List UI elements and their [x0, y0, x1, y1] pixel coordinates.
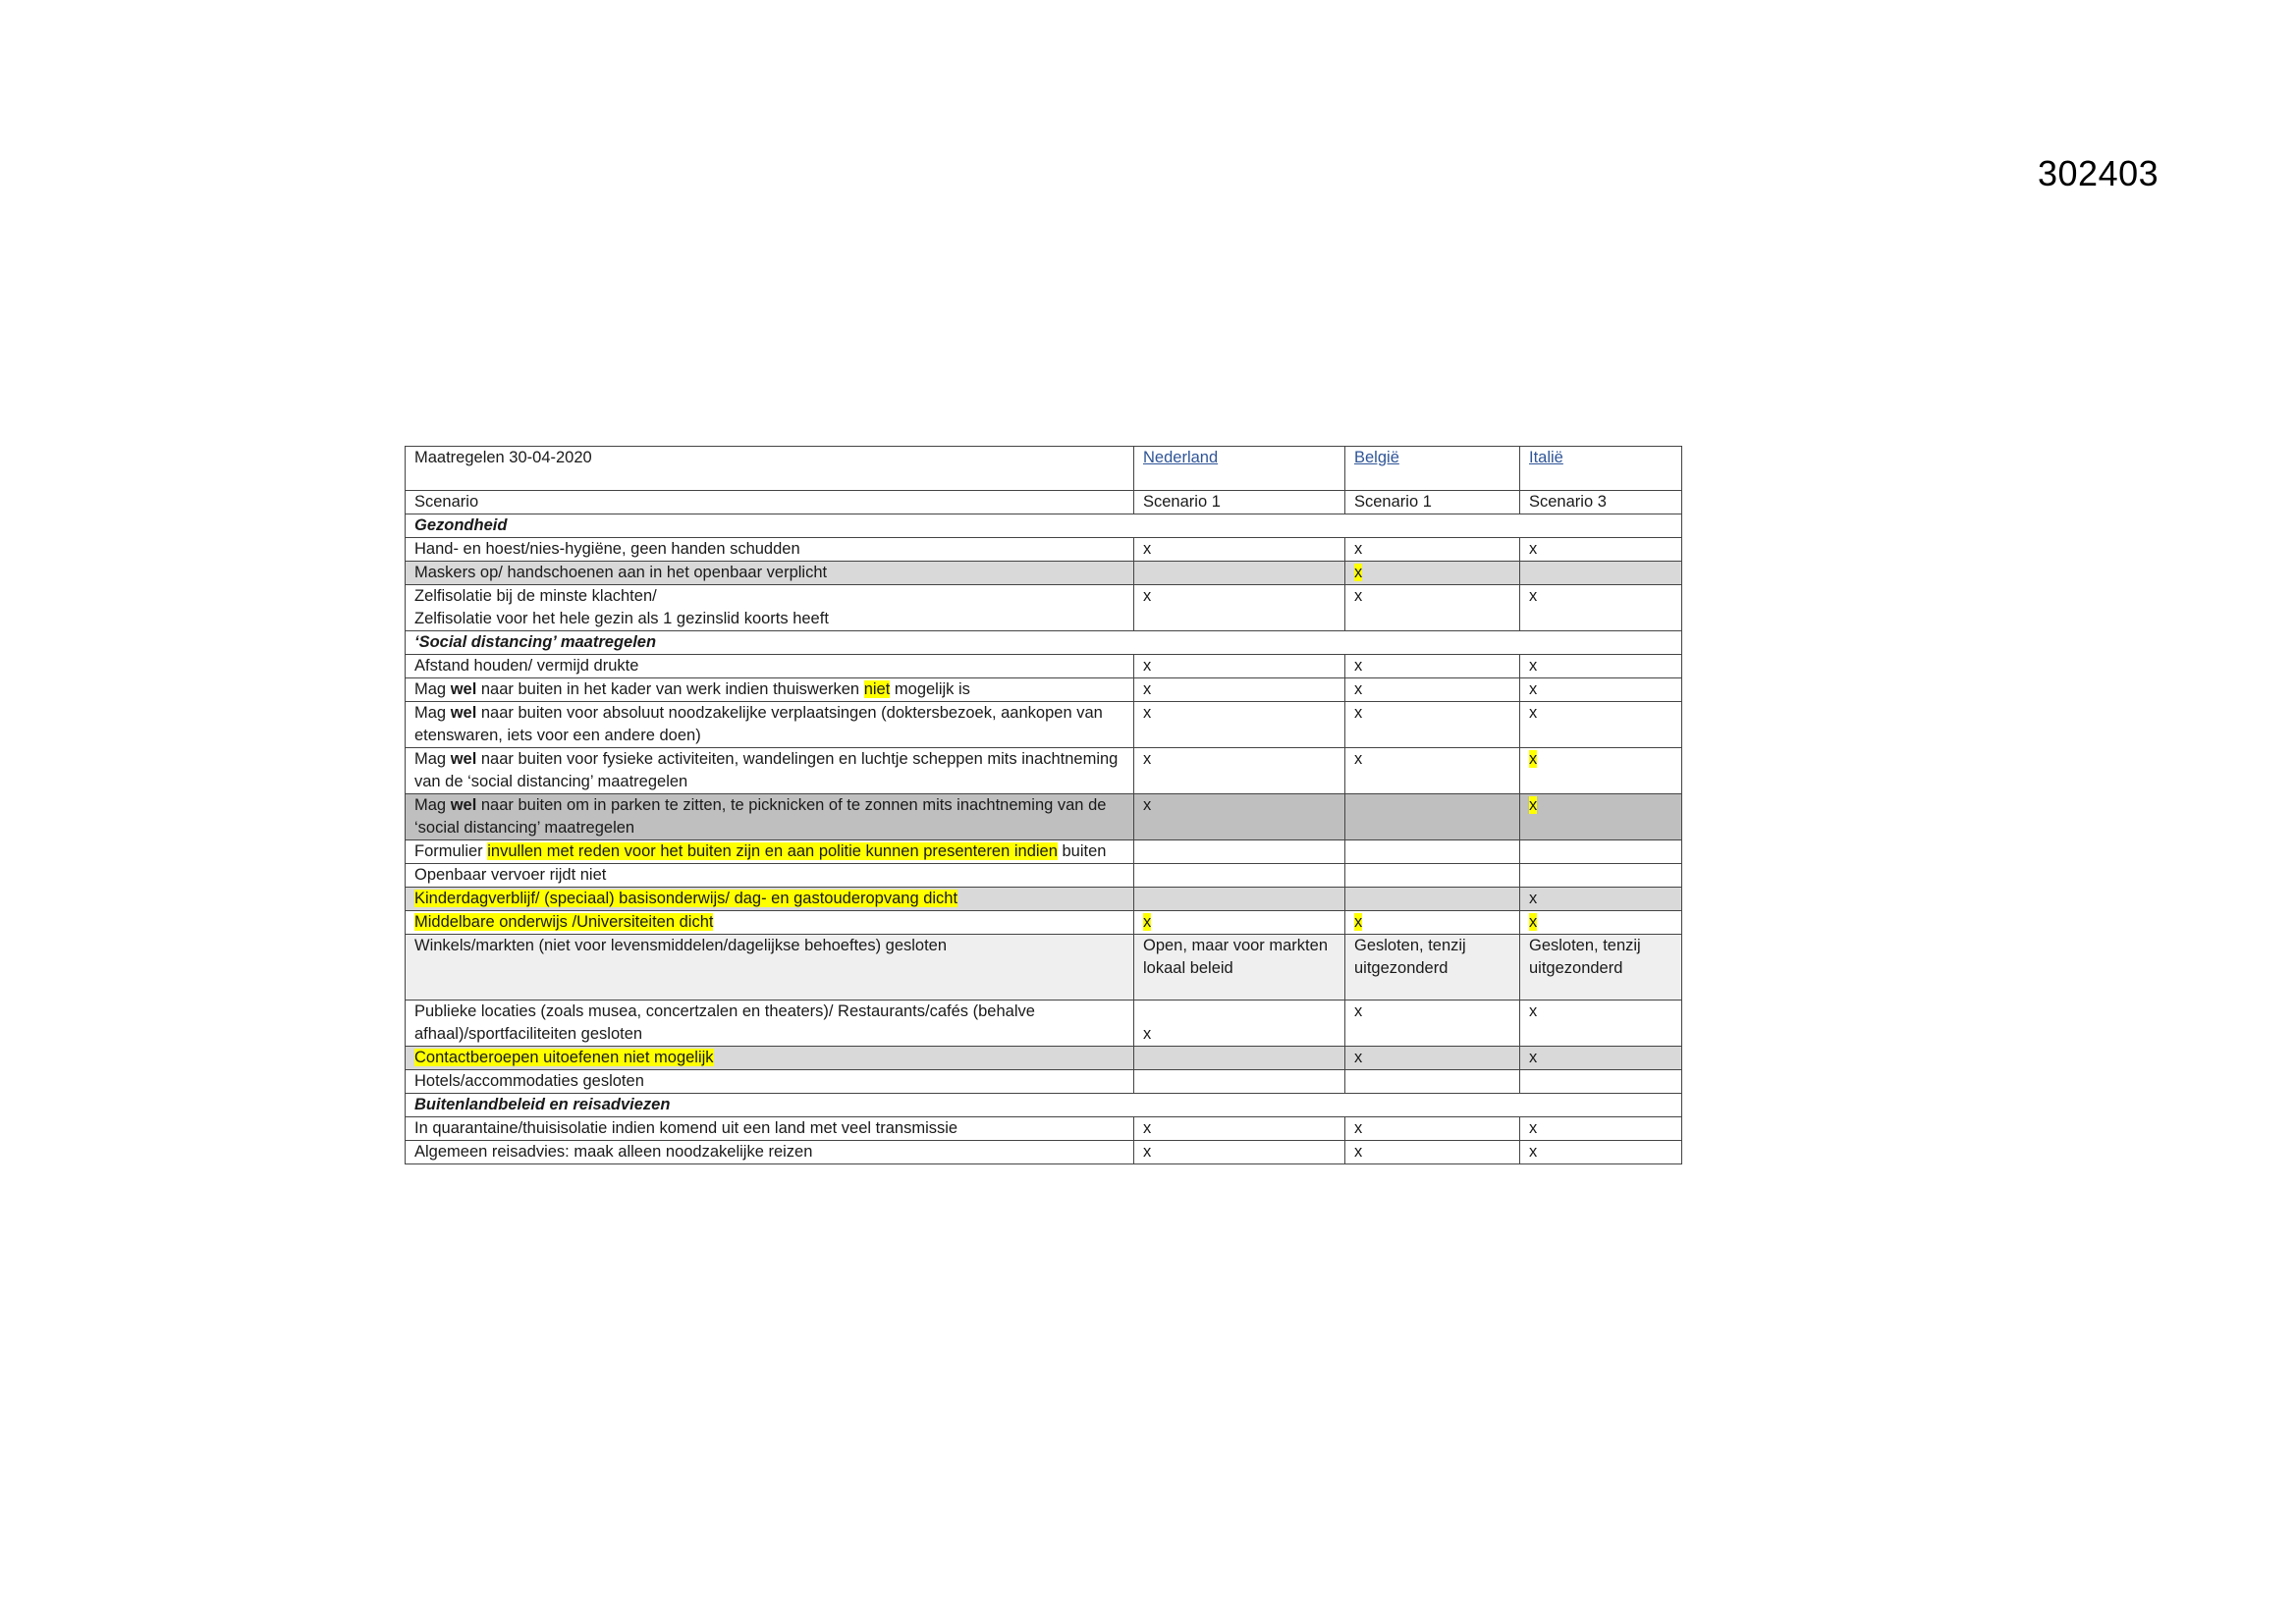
table-row [406, 888, 1682, 911]
cell-be [1345, 840, 1520, 864]
cell-be: x [1345, 1001, 1520, 1047]
row-label: Mag wel naar buiten voor absoluut noodzakelijke verplaatsingen (doktersbezoek, aankopen van etenswaren, iets voor een andere doen) [406, 702, 1134, 748]
cell-nl: x [1134, 702, 1345, 748]
country-link-belgie[interactable]: België [1354, 449, 1399, 466]
section-heading-health: Gezondheid [406, 514, 1682, 538]
scenario-row [406, 491, 1682, 514]
scenario-label: Scenario [406, 491, 1134, 514]
highlighted-mark: x [1529, 796, 1538, 814]
cell-it: x [1520, 1047, 1682, 1070]
row-label: Kinderdagverblijf/ (speciaal) basisonderwijs/ dag- en gastouderopvang dicht [406, 888, 1134, 911]
section-row [406, 514, 1682, 538]
cell-it: x [1520, 585, 1682, 631]
cell-be: x [1345, 702, 1520, 748]
table-row [406, 562, 1682, 585]
table-row [406, 655, 1682, 678]
cell-nl: Open, maar voor markten lokaal beleid [1134, 935, 1345, 1001]
table-row [406, 1001, 1682, 1047]
scenario-it: Scenario 3 [1520, 491, 1682, 514]
row-label: In quarantaine/thuisisolatie indien komend uit een land met veel transmissie [406, 1117, 1134, 1141]
country-link-nederland[interactable]: Nederland [1143, 449, 1219, 466]
cell-be: x [1345, 748, 1520, 794]
row-label: Afstand houden/ vermijd drukte [406, 655, 1134, 678]
cell-nl: x [1134, 538, 1345, 562]
cell-it: x [1520, 1117, 1682, 1141]
cell-be: x [1345, 1141, 1520, 1164]
cell-it [1520, 748, 1682, 794]
highlighted-mark: x [1143, 913, 1152, 931]
cell-it: x [1520, 702, 1682, 748]
section-heading-distancing: ‘Social distancing’ maatregelen [406, 631, 1682, 655]
cell-nl: x [1134, 748, 1345, 794]
cell-nl: x [1134, 1117, 1345, 1141]
cell-it: x [1520, 655, 1682, 678]
cell-nl: x [1134, 655, 1345, 678]
cell-it [1520, 1070, 1682, 1094]
cell-nl [1134, 1047, 1345, 1070]
cell-be: x [1345, 678, 1520, 702]
table-row [406, 678, 1682, 702]
table-row [406, 538, 1682, 562]
cell-be [1345, 1070, 1520, 1094]
row-label: Hotels/accommodaties gesloten [406, 1070, 1134, 1094]
row-label: Contactberoepen uitoefenen niet mogelijk [406, 1047, 1134, 1070]
cell-be [1345, 864, 1520, 888]
table-row [406, 794, 1682, 840]
row-label: Hand- en hoest/nies-hygiëne, geen handen schudden [406, 538, 1134, 562]
cell-nl: x [1134, 585, 1345, 631]
cell-be: x [1345, 538, 1520, 562]
row-label: Formulier invullen met reden voor het buiten zijn en aan politie kunnen presenteren indien buiten [406, 840, 1134, 864]
cell-be: Gesloten, tenzij uitgezonderd [1345, 935, 1520, 1001]
cell-be: x [1345, 585, 1520, 631]
cell-be [1345, 888, 1520, 911]
row-label: Winkels/markten (niet voor levensmiddelen/dagelijkse behoeftes) gesloten [406, 935, 1134, 1001]
table-row [406, 585, 1682, 631]
cell-be: x [1345, 1047, 1520, 1070]
cell-be: x [1345, 1117, 1520, 1141]
cell-it: x [1520, 678, 1682, 702]
row-label: Maskers op/ handschoenen aan in het openbaar verplicht [406, 562, 1134, 585]
cell-it: Gesloten, tenzij uitgezonderd [1520, 935, 1682, 1001]
cell-it: x [1520, 888, 1682, 911]
table-row [406, 935, 1682, 1001]
table-row [406, 1117, 1682, 1141]
highlighted-mark: x [1354, 913, 1363, 931]
row-label: Publieke locaties (zoals musea, concertzalen en theaters)/ Restaurants/cafés (behalve afhaal)/sportfaciliteiten gesloten [406, 1001, 1134, 1047]
highlighted-mark: x [1529, 913, 1538, 931]
row-label: Zelfisolatie bij de minste klachten/ Zelfisolatie voor het hele gezin als 1 gezinslid koorts heeft [406, 585, 1134, 631]
table-row [406, 1047, 1682, 1070]
row-label: Mag wel naar buiten voor fysieke activiteiten, wandelingen en luchtje scheppen mits inachtneming van de ‘social distancing’ maatregelen [406, 748, 1134, 794]
table-title: Maatregelen 30-04-2020 [406, 447, 1134, 491]
table-row [406, 1070, 1682, 1094]
cell-nl [1134, 840, 1345, 864]
highlighted-mark: x [1354, 564, 1363, 581]
scenario-be: Scenario 1 [1345, 491, 1520, 514]
section-heading-foreign: Buitenlandbeleid en reisadviezen [406, 1094, 1682, 1117]
highlighted-mark: x [1529, 750, 1538, 768]
cell-it: x [1520, 1001, 1682, 1047]
cell-nl [1134, 864, 1345, 888]
cell-nl [1134, 911, 1345, 935]
cell-it [1520, 794, 1682, 840]
cell-be [1345, 794, 1520, 840]
cell-it: x [1520, 538, 1682, 562]
cell-be: x [1345, 655, 1520, 678]
section-row [406, 631, 1682, 655]
scenario-nl: Scenario 1 [1134, 491, 1345, 514]
table-row [406, 840, 1682, 864]
cell-it [1520, 911, 1682, 935]
cell-it [1520, 864, 1682, 888]
row-label: Algemeen reisadvies: maak alleen noodzakelijke reizen [406, 1141, 1134, 1164]
cell-it [1520, 562, 1682, 585]
cell-it: x [1520, 1141, 1682, 1164]
table-row [406, 864, 1682, 888]
table-row [406, 911, 1682, 935]
table-row [406, 702, 1682, 748]
section-row [406, 1094, 1682, 1117]
cell-nl [1134, 888, 1345, 911]
cell-nl: x [1134, 678, 1345, 702]
document-number: 302403 [2038, 153, 2159, 193]
row-label: Middelbare onderwijs /Universiteiten dicht [406, 911, 1134, 935]
table-row [406, 1141, 1682, 1164]
cell-nl: x [1134, 1001, 1345, 1047]
cell-it [1520, 840, 1682, 864]
row-label: Openbaar vervoer rijdt niet [406, 864, 1134, 888]
table-row [406, 748, 1682, 794]
cell-nl [1134, 562, 1345, 585]
row-label: Mag wel naar buiten in het kader van werk indien thuiswerken niet mogelijk is [406, 678, 1134, 702]
country-link-italie[interactable]: Italië [1529, 449, 1563, 466]
measures-table [405, 446, 1682, 1164]
cell-be [1345, 911, 1520, 935]
cell-be [1345, 562, 1520, 585]
cell-nl [1134, 1070, 1345, 1094]
row-label: Mag wel naar buiten om in parken te zitten, te picknicken of te zonnen mits inachtneming van de ‘social distancing’ maatregelen [406, 794, 1134, 840]
cell-nl: x [1134, 1141, 1345, 1164]
cell-nl: x [1134, 794, 1345, 840]
table-header-row [406, 447, 1682, 491]
